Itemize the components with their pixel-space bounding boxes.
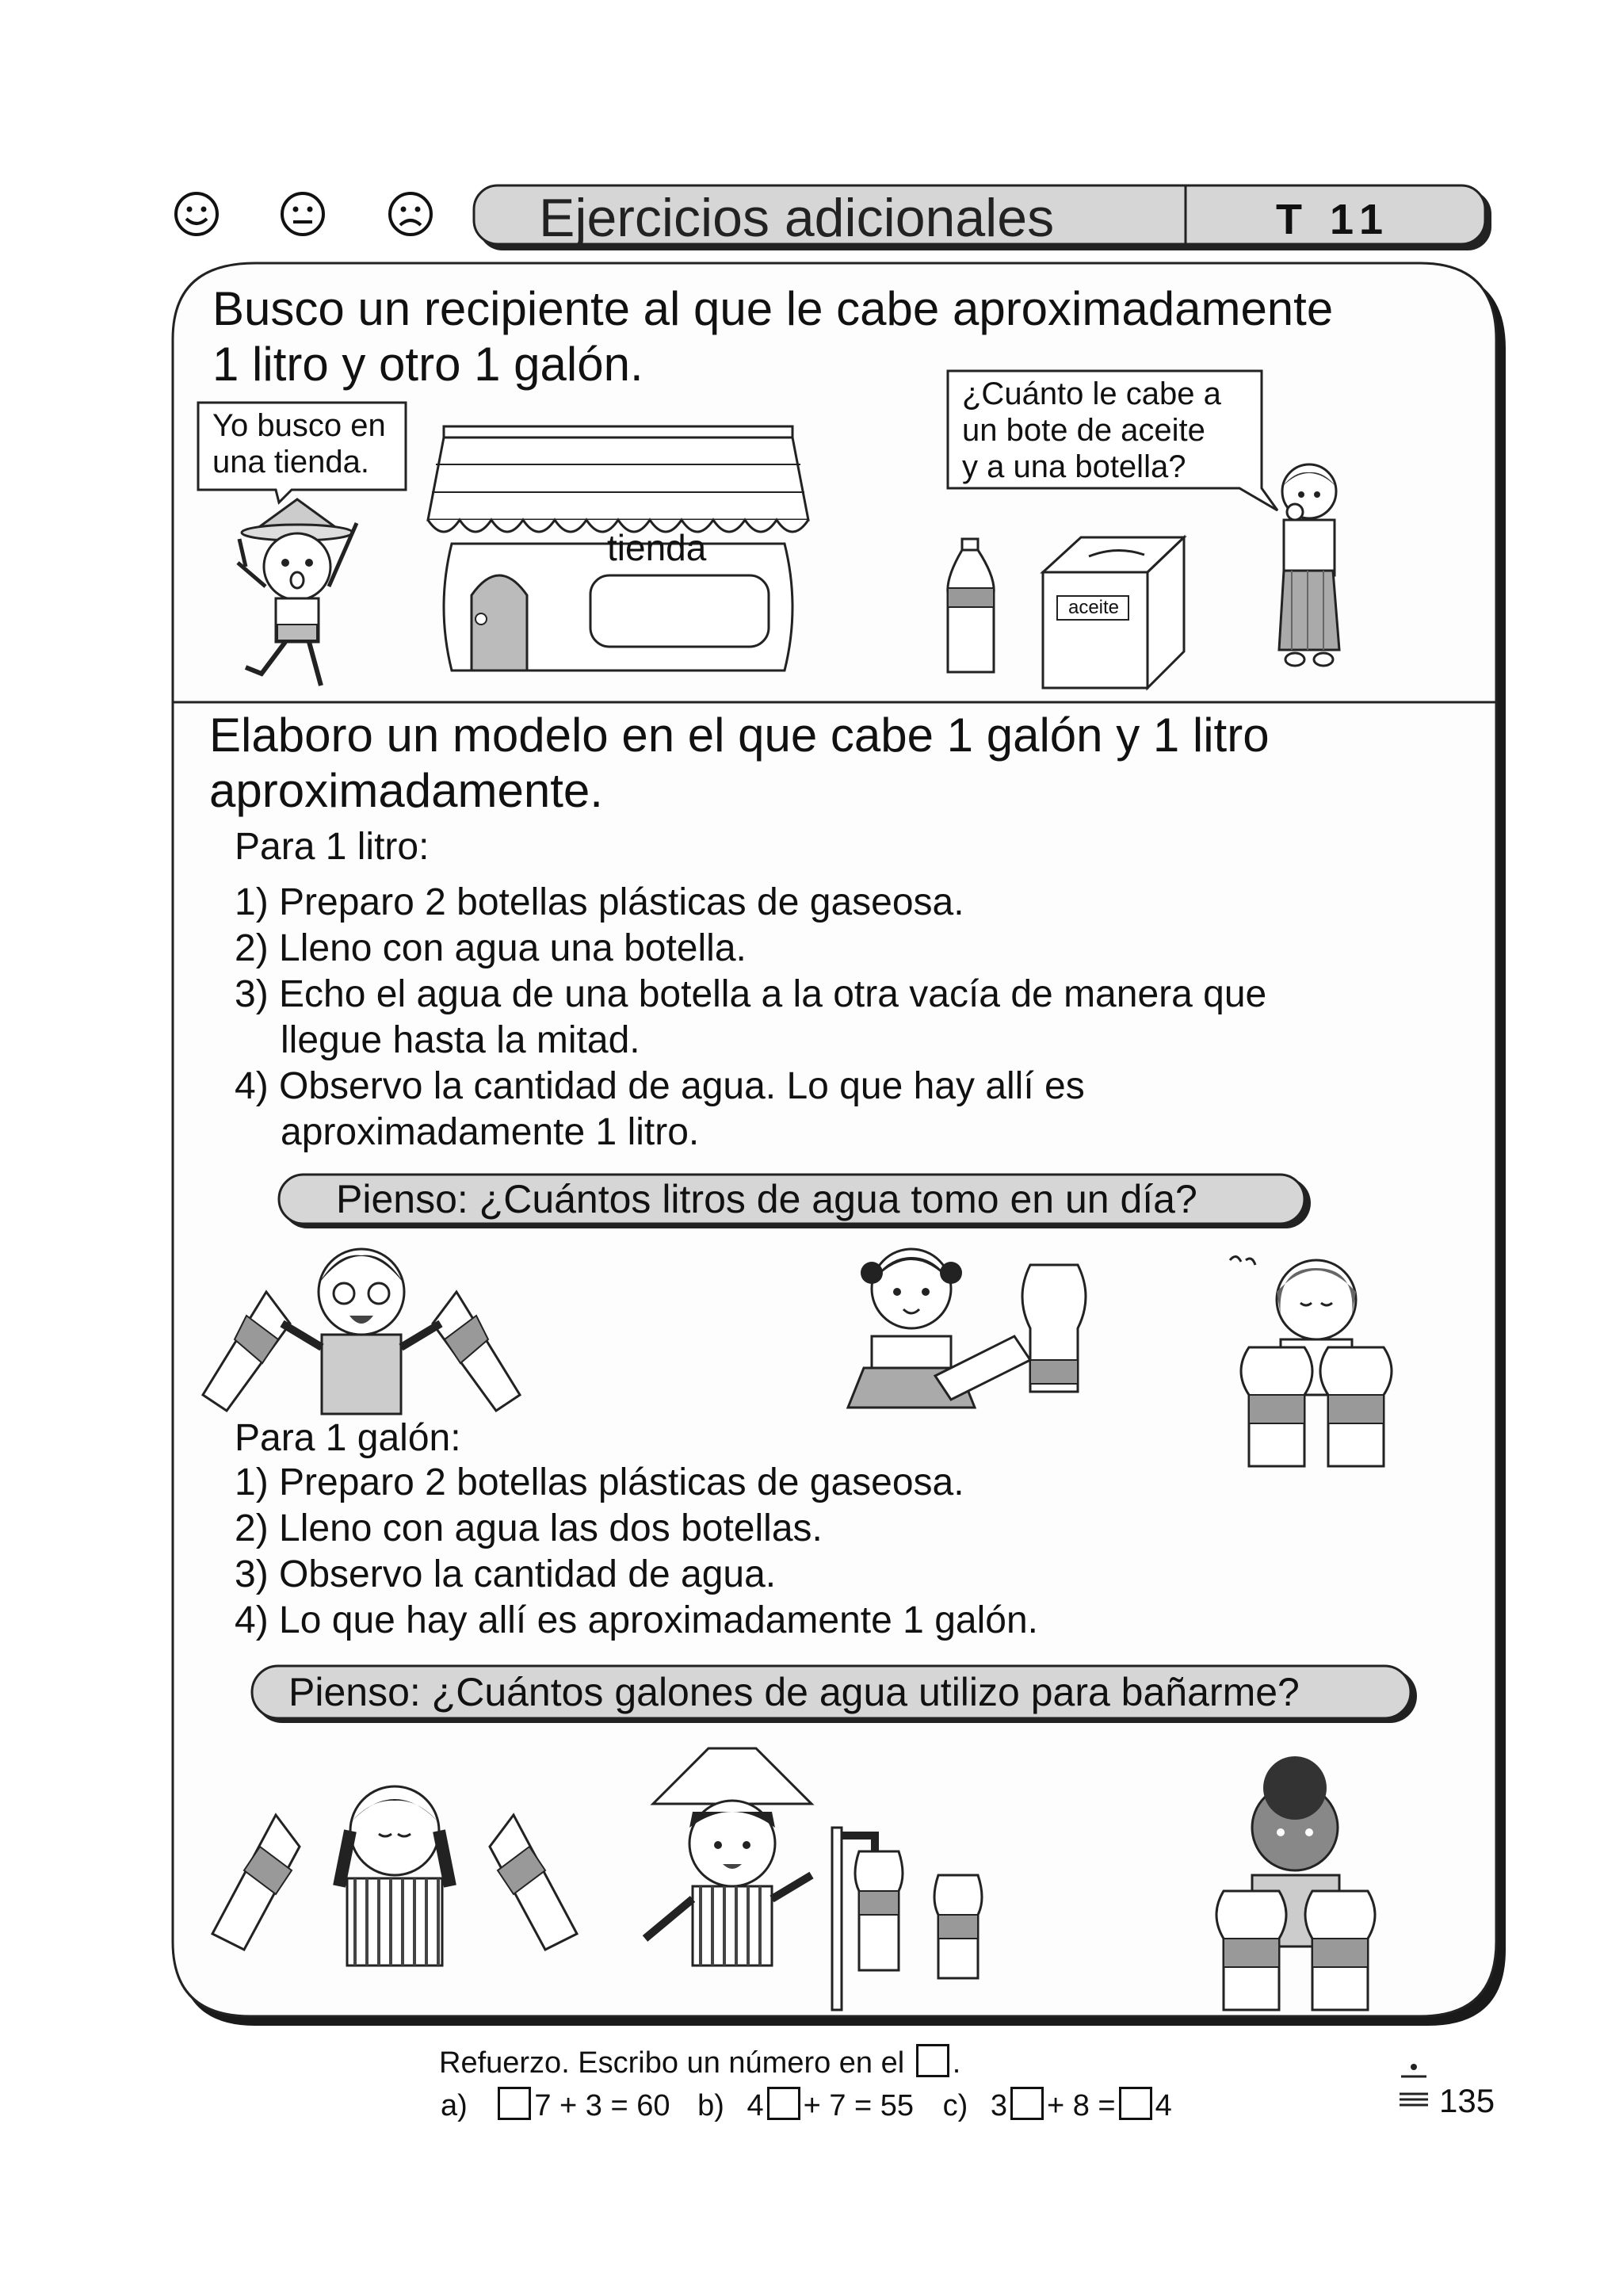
answer-box-c1[interactable] [1010, 2087, 1044, 2120]
answer-box-example [916, 2044, 949, 2077]
gallon-step-2: 2) Lleno con agua las dos botellas. [235, 1507, 823, 1549]
page-number: 135 [1439, 2082, 1495, 2119]
exercise-b-label: b) [697, 2089, 724, 2122]
girl-two-bottles-illustration [1225, 1236, 1400, 1466]
liter-step-4-cont: aproximadamente 1 litro. [281, 1111, 700, 1153]
lesson-code: T 11 [1276, 196, 1392, 243]
answer-box-a[interactable] [498, 2087, 531, 2120]
think-question-1: Pienso: ¿Cuántos litros de agua tomo en un día? [336, 1177, 1197, 1221]
liter-heading: Para 1 litro: [235, 826, 430, 868]
girl-bottle-illustration [816, 1233, 1086, 1415]
oil-box-label: aceite [1067, 597, 1120, 618]
answer-box-b[interactable] [767, 2087, 800, 2120]
bubble-right-line2: un bote de aceite [962, 413, 1205, 448]
liter-step-3: 3) Echo el agua de una botella a la otra vacía de manera que [235, 973, 1267, 1015]
exercise-c-mid: + 8 = [1046, 2089, 1116, 2122]
liter-step-4: 4) Observo la cantidad de agua. Lo que hay allí es [235, 1065, 1085, 1107]
exercise-a-label: a) [441, 2089, 468, 2122]
happy-face-icon [173, 190, 220, 238]
exercise-c-label: c) [942, 2089, 968, 2122]
girl-pigtails-bottles-illustration [204, 1783, 585, 1973]
answer-box-c2[interactable] [1119, 2087, 1152, 2120]
exercise-a-rest: 7 + 3 = 60 [534, 2089, 670, 2122]
gallon-step-1: 1) Preparo 2 botellas plásticas de gaseosa. [235, 1461, 964, 1503]
store-sign-label: tienda [607, 527, 707, 568]
boy-hat-faucet-illustration [621, 1740, 1002, 2010]
liter-step-3-cont: llegue hasta la mitad. [281, 1019, 640, 1061]
section2-title-line1: Elaboro un modelo en el que cabe 1 galón y 1 litro [209, 709, 1270, 762]
boy-jumping-illustration [222, 491, 372, 697]
liter-step-2: 2) Lleno con agua una botella. [235, 927, 747, 969]
girl-thinking-illustration [1260, 460, 1355, 674]
gallon-step-3: 3) Observo la cantidad de agua. [235, 1553, 777, 1595]
section1-title-line1: Busco un recipiente al que le cabe aproximadamente [212, 282, 1334, 335]
liter-step-1: 1) Preparo 2 botellas plásticas de gaseosa. [235, 881, 964, 923]
exercise-b-pre: 4 [747, 2089, 764, 2122]
boy-two-bottles-illustration [1205, 1756, 1387, 2010]
sad-face-icon [387, 190, 434, 238]
exercise-b-rest: + 7 = 55 [803, 2089, 915, 2122]
gallon-heading: Para 1 galón: [235, 1417, 461, 1459]
section1-title-line2: 1 litro y otro 1 galón. [212, 338, 643, 391]
reinforce-text: Refuerzo. Escribo un número en el [439, 2046, 905, 2080]
exercise-c-end: 4 [1155, 2089, 1172, 2122]
exercise-c-pre: 3 [990, 2089, 1007, 2122]
boy-glasses-bottles-illustration [203, 1236, 520, 1419]
bubble-right-line1: ¿Cuánto le cabe a [962, 376, 1221, 411]
section2-title-line2: aproximadamente. [209, 764, 603, 817]
bubble-left-line1: Yo busco en [212, 408, 386, 443]
bubble-right-line3: y a una botella? [962, 449, 1186, 484]
reinforce-end: . [952, 2046, 961, 2080]
neutral-face-icon [279, 190, 327, 238]
page-title: Ejercicios adicionales [539, 188, 1055, 248]
reinforce-exercises [441, 2086, 1172, 2126]
think-question-2: Pienso: ¿Cuántos galones de agua utilizo para bañarme? [288, 1670, 1300, 1714]
bubble-left-line2: una tienda. [212, 445, 369, 479]
reinforce-instruction [439, 2043, 960, 2083]
bottle-icon [943, 537, 999, 677]
gallon-step-4: 4) Lo que hay allí es aproximadamente 1 galón. [235, 1599, 1038, 1641]
page-marker-icon [1398, 2062, 1430, 2110]
